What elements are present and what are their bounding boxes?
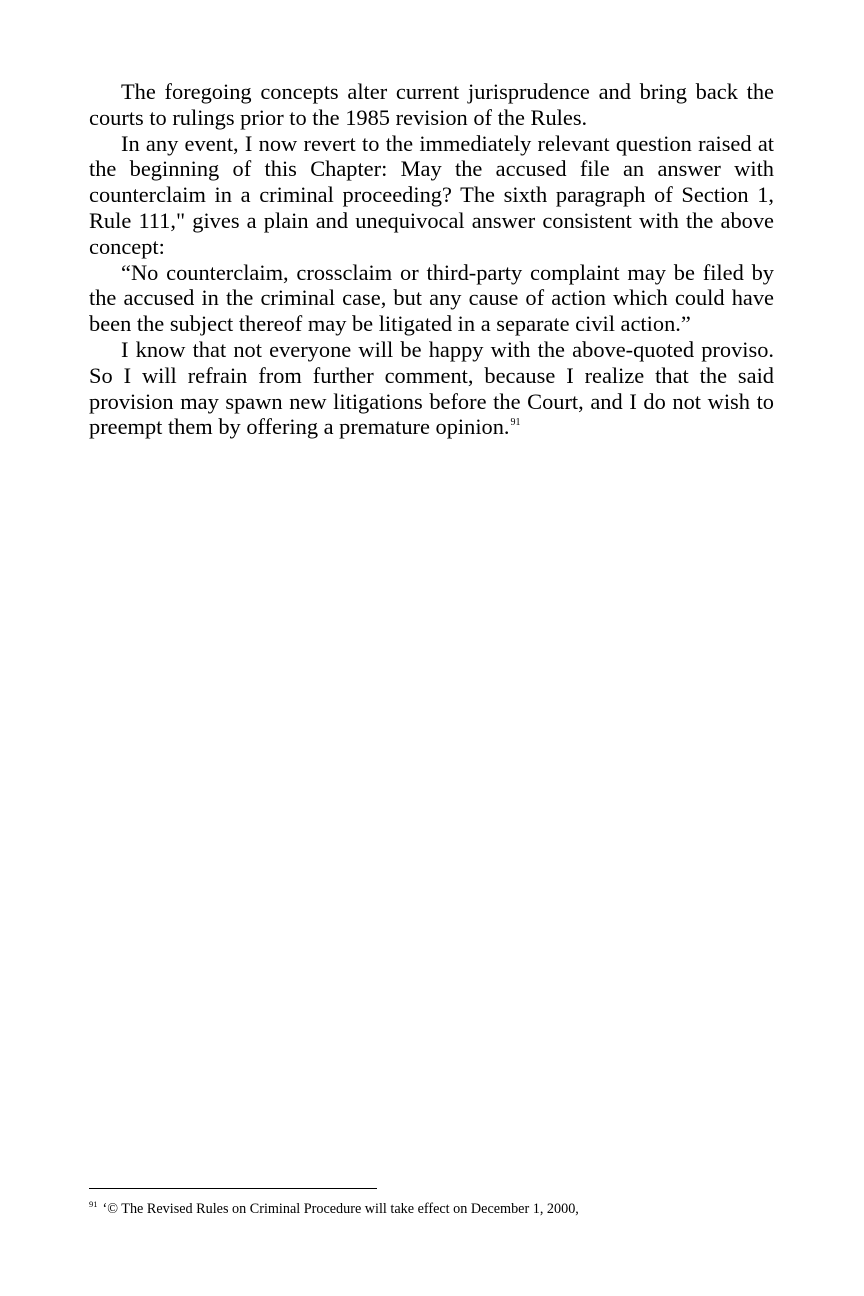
- paragraph: [89, 79, 774, 131]
- footnote: [89, 1200, 779, 1218]
- footnote-reference[interactable]: 91: [510, 417, 521, 429]
- paragraph-text: I know that not everyone will be happy with the above-quoted proviso. So I will refrain from further comment, because I realize that the said provision may spawn new litigations before the Court, and I do not wish to preempt them by offering a premature opinion.: [89, 336, 774, 440]
- paragraph-text: In any event, I now revert to the immediately relevant question raised at the beginning of this Chapter: May the accused file an answer with counterclaim in a criminal proceeding? The sixth paragraph of Section 1, Rule 111," gives a plain and unequivocal answer consistent with the above concept:: [89, 130, 774, 259]
- paragraph-text: “No counterclaim, crossclaim or third-party complaint may be filed by the accused in the criminal case, but any cause of action which could have been the subject thereof may be litigated in a separate civil action.”: [89, 259, 774, 337]
- paragraph: [89, 131, 774, 260]
- paragraph-text: The foregoing concepts alter current jurisprudence and bring back the courts to rulings prior to the 1985 revision of the Rules.: [89, 79, 774, 130]
- footnote-text: ‘© The Revised Rules on Criminal Procedure will take effect on December 1, 2000,: [102, 1201, 579, 1217]
- body-text: [89, 79, 774, 440]
- quoted-paragraph: [89, 260, 774, 337]
- paragraph: [89, 337, 774, 440]
- footnote-number: 91: [89, 1199, 98, 1209]
- footnote-divider: [89, 1188, 377, 1189]
